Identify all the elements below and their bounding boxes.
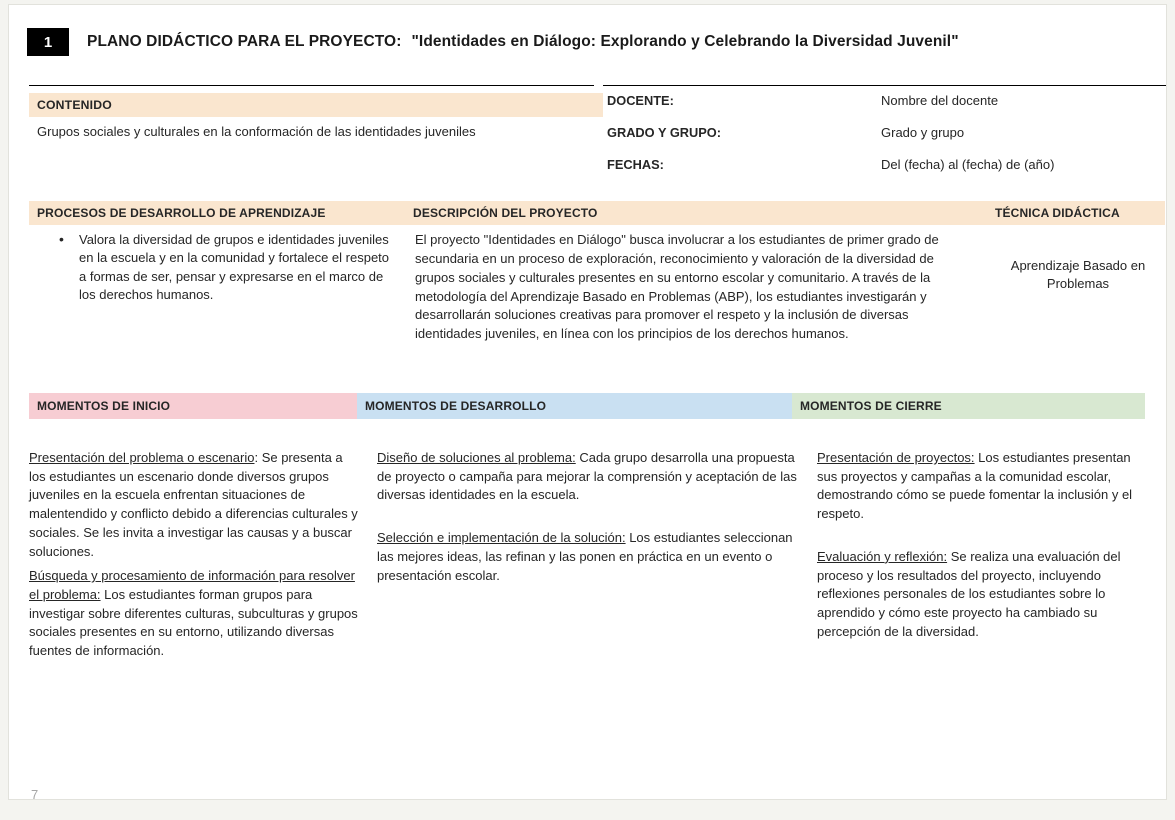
momentos-cierre-item-lead: Evaluación y reflexión: bbox=[817, 548, 948, 564]
momentos-cierre-item bbox=[817, 548, 1147, 642]
procesos-list bbox=[51, 231, 393, 305]
page-title-project: "Identidades en Diálogo: Explorando y Celebrando la Diversidad Juvenil" bbox=[411, 33, 959, 50]
info-value-fechas: Del (fecha) al (fecha) de (año) bbox=[881, 157, 1055, 172]
momentos-inicio-column bbox=[29, 449, 377, 667]
momentos-inicio-item bbox=[29, 449, 359, 561]
page-number: 7 bbox=[31, 787, 39, 802]
document-title-row bbox=[21, 19, 1166, 65]
divider-left bbox=[29, 85, 594, 86]
info-label-fechas: FECHAS: bbox=[607, 157, 664, 172]
momentos-inicio-label: MOMENTOS DE INICIO bbox=[37, 399, 171, 413]
momentos-desarrollo-band bbox=[357, 393, 792, 419]
momentos-cierre-item bbox=[817, 449, 1147, 524]
info-label-docente: DOCENTE: bbox=[607, 93, 674, 108]
info-label-grado-grupo: GRADO Y GRUPO: bbox=[607, 125, 722, 140]
momentos-cierre-item-body: Los estudiantes presentan sus proyectos y campañas a la comunidad escolar, demostrando cómo se puede fomentar la inclusión y el respeto. bbox=[817, 450, 1133, 522]
momentos-desarrollo-item-lead: Diseño de soluciones al problema: bbox=[377, 450, 576, 465]
info-block bbox=[603, 93, 1166, 189]
momentos-desarrollo-item-lead: Selección e implementación de la solución: bbox=[377, 530, 626, 546]
momentos-desarrollo-label: MOMENTOS DE DESARROLLO bbox=[365, 399, 547, 413]
procesos-header-band bbox=[29, 201, 1165, 225]
momentos-inicio-item-lead: Búsqueda y procesamiento de información para resolver el problema: bbox=[29, 568, 355, 603]
momentos-desarrollo-item bbox=[377, 529, 799, 585]
momentos-cierre-column bbox=[817, 449, 1165, 667]
contenido-header-label: CONTENIDO bbox=[37, 98, 112, 112]
section-number-badge: 1 bbox=[27, 28, 69, 56]
header-descripcion-proyecto: DESCRIPCIÓN DEL PROYECTO bbox=[413, 206, 598, 220]
info-value-grado-grupo: Grado y grupo bbox=[881, 125, 965, 140]
momentos-inicio-item-body: Los estudiantes forman grupos para investigar sobre diferentes culturas, subculturas y grupos sociales presentes en su entorno, utilizando diversas fuentes de información. bbox=[29, 587, 358, 659]
info-accent-swatch bbox=[595, 93, 603, 117]
momentos-desarrollo-item bbox=[377, 449, 799, 505]
momentos-inicio-item-lead: Presentación del problema o escenario bbox=[29, 450, 255, 465]
momentos-desarrollo-column bbox=[377, 449, 817, 667]
header-tecnica-didactica: TÉCNICA DIDÁCTICA bbox=[995, 206, 1120, 220]
momentos-desarrollo-item-body: Cada grupo desarrolla una propuesta de proyecto o campaña para mejorar la comprensión y aceptación de las diversas identidades en la escuela. bbox=[377, 450, 797, 503]
info-row-grado-grupo bbox=[603, 125, 1166, 157]
page-title bbox=[87, 33, 959, 51]
momentos-cierre-band bbox=[792, 393, 1145, 419]
momentos-inicio-item-body: : Se presenta a los estudiantes un escenario donde diversos grupos juveniles en la escuela enfrentan situaciones de malentendido y conflicto debido a diferencias culturales y sociales. Se les invita a investigar las causas y a buscar soluciones. bbox=[29, 450, 358, 559]
momentos-cierre-label: MOMENTOS DE CIERRE bbox=[800, 399, 942, 413]
info-value-docente: Nombre del docente bbox=[881, 93, 999, 108]
procesos-content-row bbox=[29, 231, 1165, 344]
info-row-docente bbox=[603, 93, 1166, 125]
momentos-cierre-item-body: Se realiza una evaluación del proceso y los resultados del proyecto, incluyendo reflexiones personales de los estudiantes sobre lo aprendido y cómo este proyecto ha cambiado su percepción de la diversidad. bbox=[817, 548, 1121, 639]
page-sheet bbox=[8, 4, 1167, 800]
descripcion-column bbox=[405, 231, 991, 344]
tecnica-text: Aprendizaje Basado en Problemas bbox=[1010, 258, 1146, 292]
info-row-fechas bbox=[603, 157, 1166, 189]
tecnica-column bbox=[991, 231, 1165, 344]
momentos-content-row bbox=[29, 449, 1165, 667]
page-title-prefix: PLANO DIDÁCTICO PARA EL PROYECTO: bbox=[87, 33, 402, 50]
momentos-inicio-item bbox=[29, 567, 359, 661]
divider-right bbox=[603, 85, 1166, 86]
contenido-body-text: Grupos sociales y culturales en la conformación de las identidades juveniles bbox=[37, 124, 476, 139]
procesos-list-item: • Valora la diversidad de grupos e identidades juveniles en la escuela y en la comunidad y fortalece el respeto a formas de ser, pensar y expresarse en el marco de los derechos humanos. bbox=[51, 231, 393, 305]
contenido-header-band bbox=[29, 93, 595, 117]
momentos-header-row bbox=[29, 393, 1145, 419]
momentos-cierre-item-lead: Presentación de proyectos: bbox=[817, 450, 975, 465]
descripcion-text: El proyecto "Identidades en Diálogo" busca involucrar a los estudiantes de primer grado de secundaria en un proceso de exploración, reconocimiento y valoración de la diversidad de grupos sociales y culturales presentes en su entorno escolar y comunitario. A través de la metodología del Aprendizaje Basado en Problemas (ABP), los estudiantes investigarán y desarrollarán soluciones creativas para promover el respeto y la inclusión de diversas identidades juveniles, en línea con los principios de los derechos humanos. bbox=[415, 232, 939, 342]
procesos-column bbox=[29, 231, 405, 344]
momentos-inicio-band bbox=[29, 393, 357, 419]
header-procesos-desarrollo: PROCESOS DE DESARROLLO DE APRENDIZAJE bbox=[37, 206, 326, 220]
momentos-desarrollo-item-body: Los estudiantes seleccionan las mejores ideas, las refinan y las ponen en práctica en un evento o presentación escolar. bbox=[377, 530, 793, 583]
